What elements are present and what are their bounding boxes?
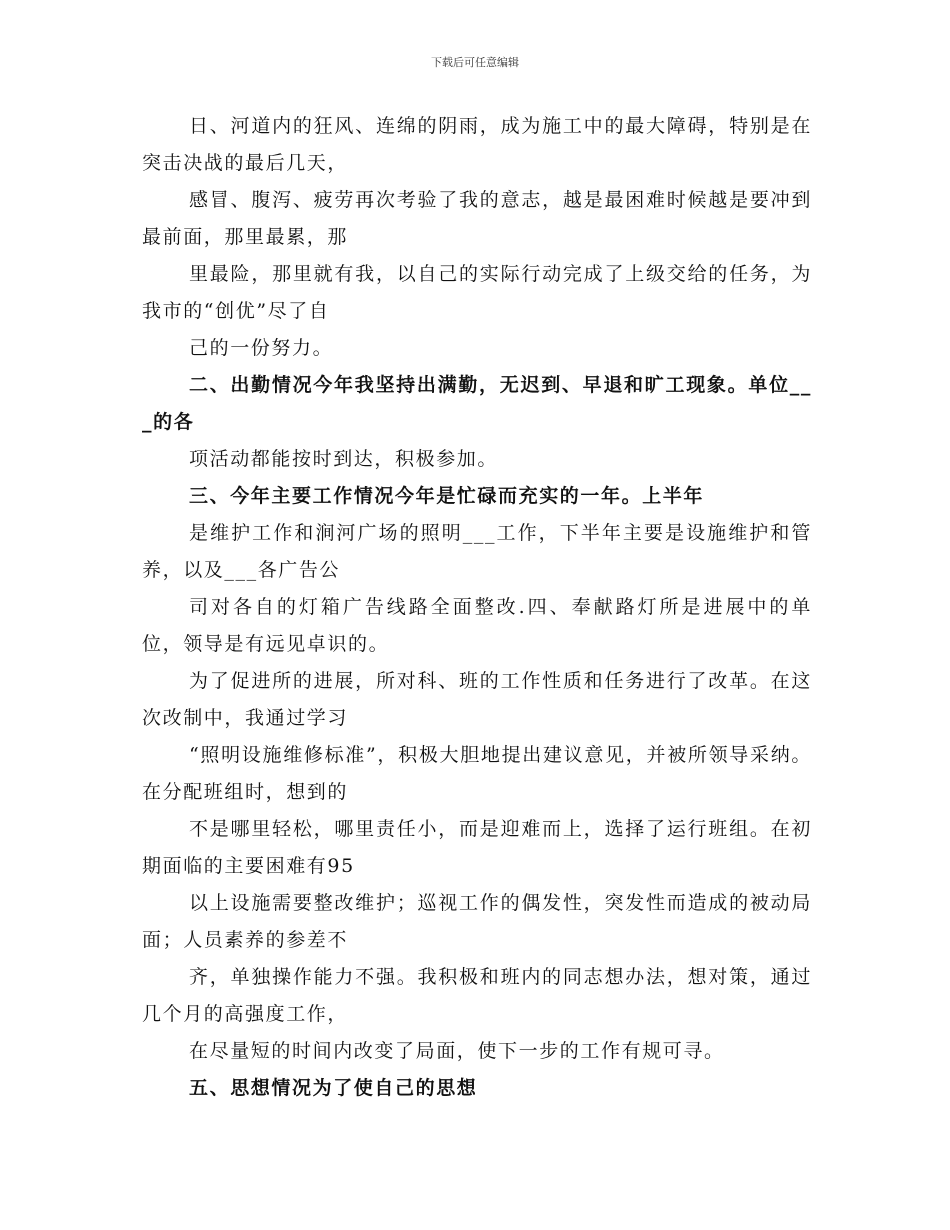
paragraph: 是维护工作和涧河广场的照明___工作，下半年主要是设施维护和管养，以及___各广告公 [142,522,812,581]
paragraph: 项活动都能按时到达，积极参加。 [189,448,499,470]
paragraph: 司对各自的灯箱广告线路全面整改.四、奉献路灯所是进展中的单位，领导是有远见卓识的。 [142,596,812,655]
section-heading-thought: 五、思想情况为了使自己的思想 [189,1077,478,1099]
paragraph: 在尽量短的时间内改变了局面，使下一步的工作有规可寻。 [189,1040,725,1062]
document-body [142,108,812,1107]
paragraph: 为了促进所的进展，所对科、班的工作性质和任务进行了改革。在这次改制中，我通过学习 [142,670,812,729]
paragraph: 感冒、腹泻、疲劳再次考验了我的意志，越是最困难时候越是要冲到最前面，那里最累，那 [142,189,812,248]
paragraph: “照明设施维修标准”，积极大胆地提出建议意见，并被所领导采纳。在分配班组时，想到的 [142,744,812,803]
paragraph: 不是哪里轻松，哪里责任小，而是迎难而上，选择了运行班组。在初期面临的主要困难有95 [142,818,812,877]
paragraph: 里最险，那里就有我，以自己的实际行动完成了上级交给的任务，为我市的“创优”尽了自 [142,263,812,322]
paragraph: 日、河道内的狂风、连绵的阴雨，成为施工中的最大障碍，特别是在突击决战的最后几天， [142,115,812,174]
paragraph: 齐，单独操作能力不强。我积极和班内的同志想办法，想对策，通过几个月的高强度工作， [142,966,812,1025]
section-heading-main-work: 三、今年主要工作情况今年是忙碌而充实的一年。上半年 [189,485,705,507]
page-header: 下载后可任意编辑 [431,56,519,69]
paragraph: 以上设施需要整改维护；巡视工作的偶发性，突发性而造成的被动局面；人员素养的参差不 [142,892,812,951]
section-heading-attendance: 二、出勤情况今年我坚持出满勤，无迟到、早退和旷工现象。单位___的各 [142,374,812,433]
paragraph: 己的一份努力。 [189,337,334,359]
